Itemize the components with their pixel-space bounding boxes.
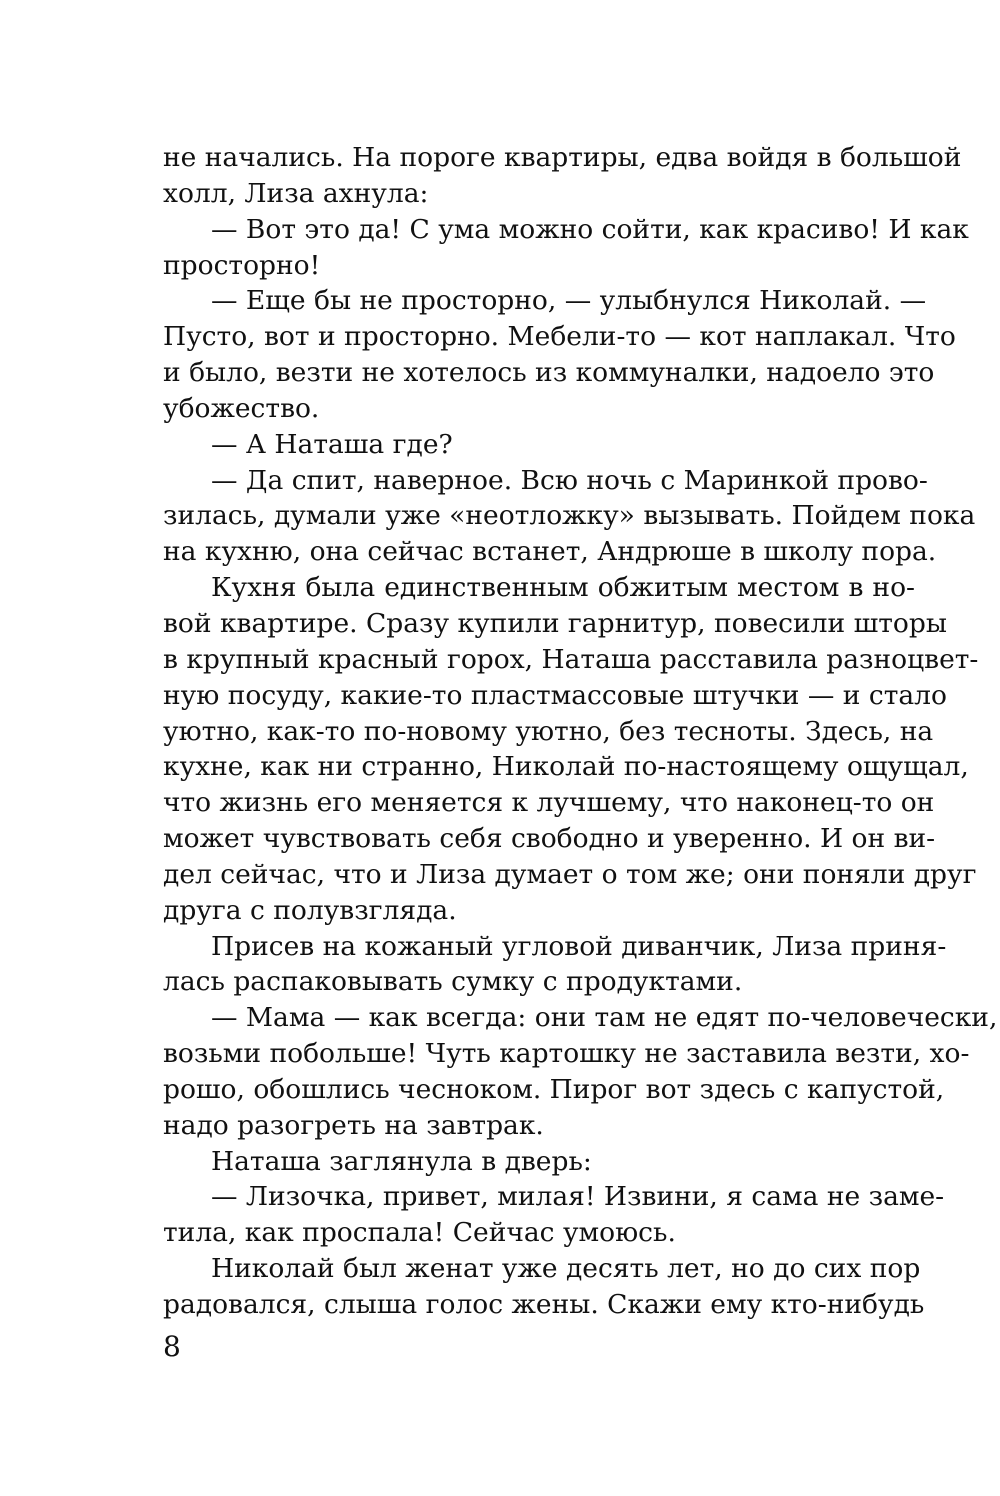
text-line: может чувствовать себя свободно и уверенно. И он ви- [163,823,936,855]
text-line: — Да спит, наверное. Всю ночь с Маринкой прово- [211,464,928,496]
text-line: ную посуду, какие-то пластмассовые штучки — и стало [163,679,947,711]
text-line: убожество. [163,392,320,424]
text-line: Присев на кожаный угловой диванчик, Лиза приня- [211,930,947,962]
text-line: надо разогреть на завтрак. [163,1109,544,1141]
text-line: на кухню, она сейчас встанет, Андрюше в школу пора. [163,536,937,568]
text-line: друга с полувзгляда. [163,894,457,926]
text-line: в крупный красный горох, Наташа расставила разноцвет- [163,643,979,675]
text-line: дел сейчас, что и Лиза думает о том же; они поняли друг [163,858,977,890]
text-line: Наташа заглянула в дверь: [211,1145,592,1177]
body-text [163,140,998,1323]
text-line: лась распаковывать сумку с продуктами. [163,966,743,998]
text-line: уютно, как-то по-новому уютно, без тесноты. Здесь, на [163,715,934,747]
text-line: зилась, думали уже «неотложку» вызывать. Пойдем пока [163,500,976,532]
text-line: — Еще бы не просторно, — улыбнулся Николай. — [211,285,927,317]
text-line: и было, везти не хотелось из коммуналки, надоело это [163,357,935,389]
text-line: вой квартире. Сразу купили гарнитур, повесили шторы [163,607,947,639]
text-line: Николай был женат уже десять лет, но до сих пор [211,1253,921,1285]
text-line: холл, Лиза ахнула: [163,177,429,209]
text-line: Пусто, вот и просторно. Мебели-то — кот наплакал. Что [163,321,956,353]
text-line: — Вот это да! С ума можно сойти, как красиво! И как [211,213,969,245]
text-line: кухне, как ни странно, Николай по-настоящему ощущал, [163,751,969,783]
text-line: что жизнь его меняется к лучшему, что наконец-то он [163,787,935,819]
text-line: Кухня была единственным обжитым местом в но- [211,572,915,604]
text-line: — Лизочка, привет, милая! Извини, я сама не заме- [211,1181,945,1213]
text-line: рошо, обошлись чесноком. Пирог вот здесь с капустой, [163,1073,945,1105]
text-line: просторно! [163,249,321,281]
text-line: радовался, слыша голос жены. Скажи ему кто-нибудь [163,1289,925,1320]
text-line: возьми побольше! Чуть картошку не заставила везти, хо- [163,1038,970,1070]
text-line: — А Наташа где? [211,428,453,460]
text-line: тила, как проспала! Сейчас умоюсь. [163,1217,676,1249]
text-line: — Мама — как всегда: они там не едят по-человечески, [211,1002,998,1034]
page-number: 8 [163,1330,181,1363]
text-line: не начались. На пороге квартиры, едва войдя в большой [163,142,962,173]
